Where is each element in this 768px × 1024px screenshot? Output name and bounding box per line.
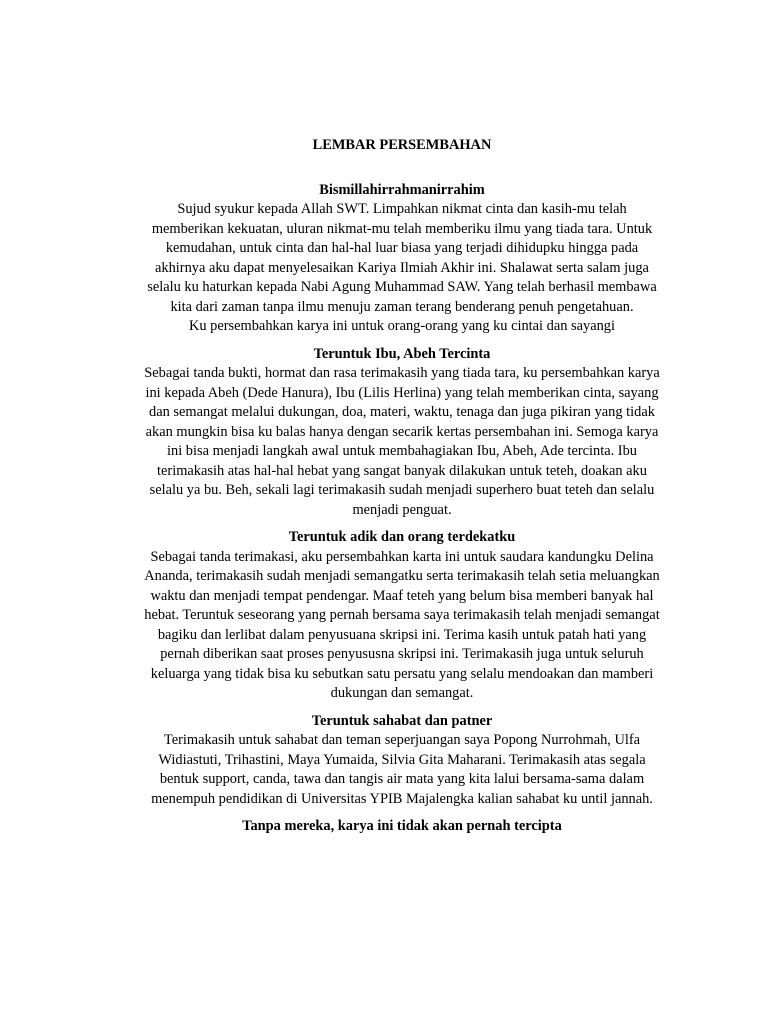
section-heading-friends: Teruntuk sahabat dan patner [311,712,493,729]
section-body-parents: Sebagai tanda bukti, hormat dan rasa terimakasih yang tiada tara, ku persembahkan karya ini kepada Abeh (Dede Hanura), Ibu (Lilis Herlina) yang telah memberikan cinta, sayang dan semangat melalui dukungan, doa, materi, waktu, tenaga dan juga pikiran yang tidak akan mungkin bisa ku balas hanya dengan secarik kertas persembahan ini. Semoga karya ini bisa menjadi langkah awal untuk membahagiakan Ibu, Abeh, Ade tercinta. Ibu terimakasih atas hal-hal hebat yang sangat banyak dilakukan untuk teteh, doakan aku selalu ya bu. Beh, sekali lagi terimakasih sudah menjadi superhero buat teteh dan selalu menjadi penguat. [144,365,660,518]
dedication-line: Ku persembahkan karya ini untuk orang-orang yang ku cintai dan sayangi [189,318,615,334]
opening-paragraph: Sujud syukur kepada Allah SWT. Limpahkan nikmat cinta dan kasih-mu telah memberikan kekuatan, uluran nikmat-mu telah memberiku ilmu yang tiada tara. Untuk kemudahan, untuk cinta dan hal-hal luar biasa yang terjadi dihidupku hingga pada akhirnya aku dapat menyelesaikan Kariya Ilmiah Akhir ini. Shalawat serta salam juga selalu ku haturkan kepada Nabi Agung Muhammad SAW. Yang telah berhasil membawa kita dari zaman tanpa ilmu menuju zaman terang benderang penuh pengetahuan. [147,201,657,315]
document-content [140,136,664,837]
section-body-siblings: Sebagai tanda terimakasi, aku persembahkan karta ini untuk saudara kandungku Delina Ananda, terimakasih sudah menjadi semangatku serta terimakasih telah setia meluangkan waktu dan menjadi tempat pendengar. Maaf teteh yang belum bisa memberi banyak hal hebat. Teruntuk seseorang yang pernah bersama saya terimakasih telah menjadi semangat bagiku dan lerlibat dalam penyusuana skripsi ini. Terima kasih untuk patah hati yang pernah diberikan saat proses penyususna skripsi ini. Terimakasih juga untuk seluruh keluarga yang tidak bisa ku sebutkan satu persatu yang selalu mendoakan dan mamberi dukungan dan semangat. [144,548,660,701]
section-body-friends: Terimakasih untuk sahabat dan teman seperjuangan saya Popong Nurrohmah, Ulfa Widiastuti, Trihastini, Maya Yumaida, Silvia Gita Maharani. Terimakasih atas segala bentuk support, canda, tawa dan tangis air mata yang kita lalui bersama-sama dalam menempuh pendidikan di Universitas YPIB Majalengka kalian sahabat ku until jannah. [151,732,653,807]
closing-statement: Tanpa mereka, karya ini tidak akan pernah tercipta [242,818,562,834]
opening-heading: Bismillahirrahmanirrahim [319,181,485,198]
section-heading-siblings: Teruntuk adik dan orang terdekatku [288,529,516,545]
page-title: LEMBAR PERSEMBAHAN [312,137,492,153]
section-heading-parents: Teruntuk Ibu, Abeh Tercinta [313,345,491,362]
